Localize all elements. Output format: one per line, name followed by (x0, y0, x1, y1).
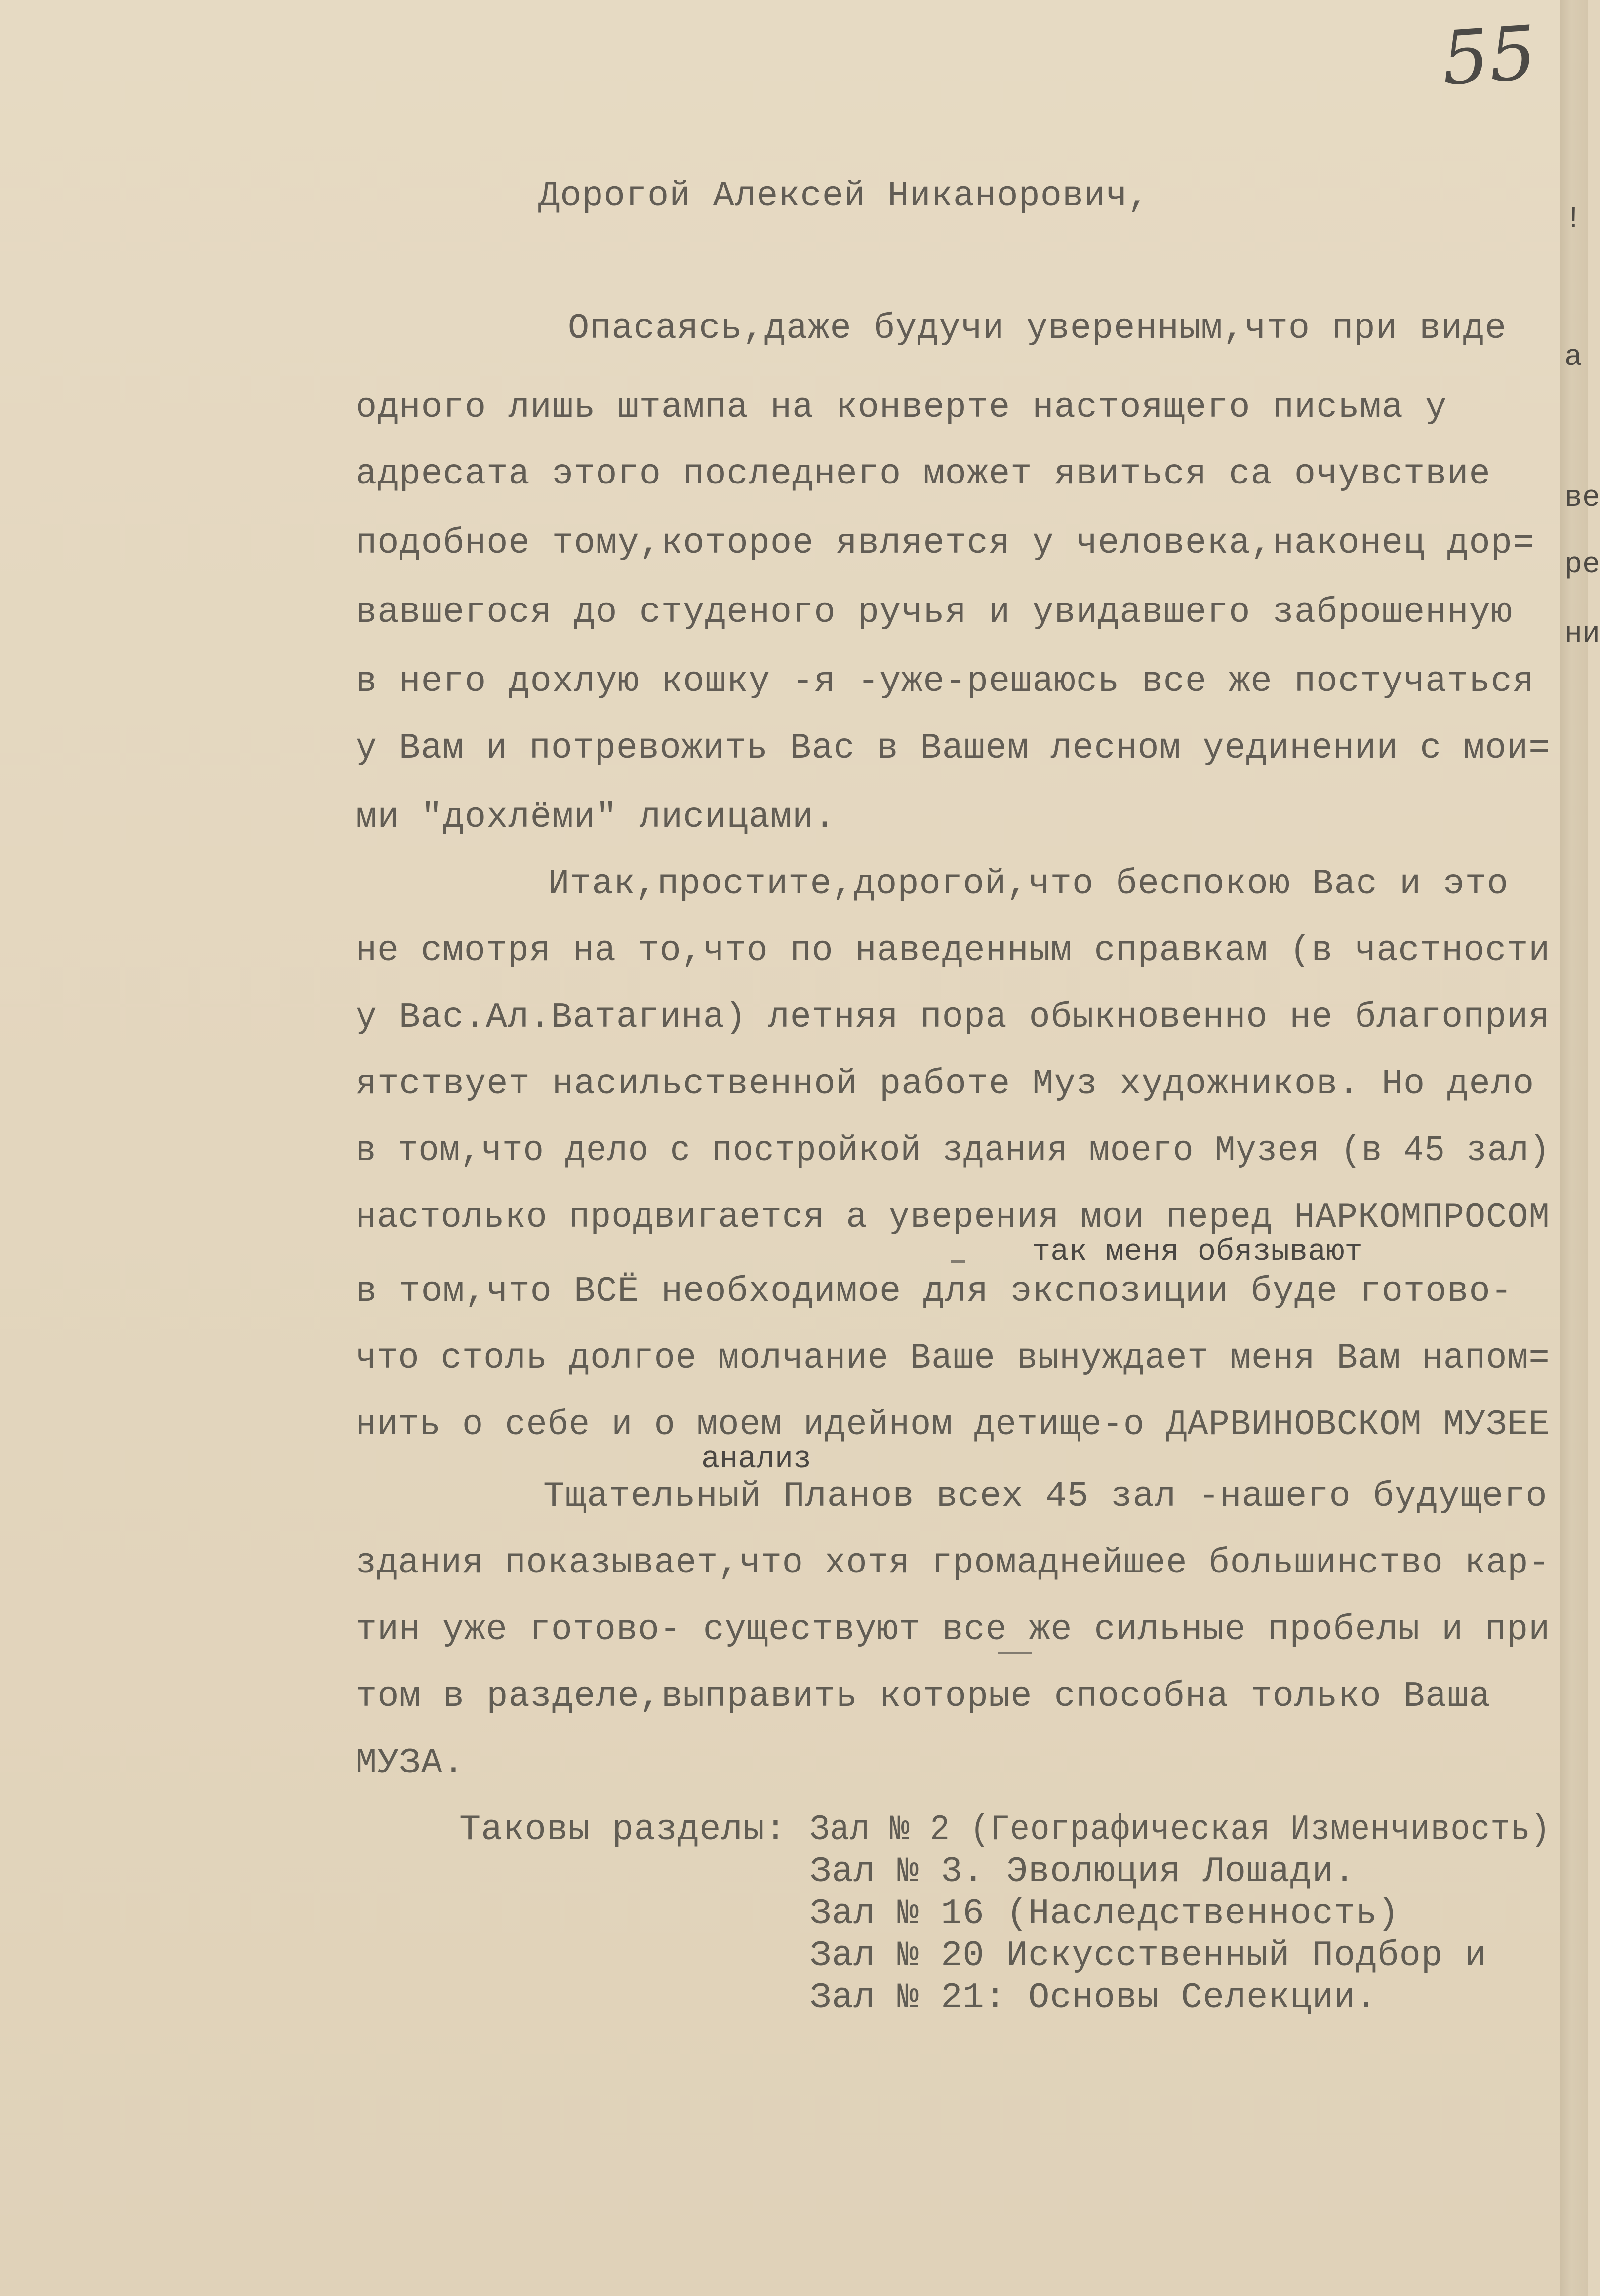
paragraph3-line: Тщательный Планов всех 45 зал -нашего будущего (543, 1476, 1548, 1517)
paragraph1-line: у Вам и потревожить Вас в Вашем лесном уединении с мои= (356, 728, 1551, 768)
paragraph2-line: настолько продвигается а уверения мои перед НАРКОМПРОСОМ (356, 1197, 1550, 1238)
next-page-edge (1560, 0, 1600, 2296)
paragraph2-line: Итак,простите,дорогой,что беспокою Вас и это (548, 864, 1509, 904)
section-item: Зал № 20 Искусственный Подбор и (810, 1935, 1487, 1976)
paragraph3-line: том в разделе,выправить которые способна только Ваша (356, 1676, 1491, 1717)
paragraph2-line: что столь долгое молчание Ваше вынуждает меня Вам напом= (356, 1338, 1550, 1378)
paragraph2-line: в том,что ВСЁ необходимое для экспозиции буде готово- (356, 1271, 1513, 1312)
salutation: Дорогой Алексей Никанорович, (538, 176, 1150, 216)
paragraph1-line: Опасаясь,даже будучи уверенным,что при виде (568, 308, 1507, 349)
paragraph2-line: в том,что дело с постройкой здания моего Музея (в 45 зал) (356, 1130, 1551, 1171)
edge-fragment: ни (1564, 617, 1600, 651)
paragraph1-line: ми "дохлёми" лисицами. (356, 797, 836, 838)
edge-fragment: а (1564, 341, 1583, 374)
paragraph3-line: МУЗА. (356, 1743, 465, 1783)
sections-label: Таковы разделы: (459, 1810, 787, 1850)
section-item: Зал № 3. Эволюция Лошади. (810, 1852, 1356, 1892)
paragraph1-line: в него дохлую кошку -я -уже-решаюсь все же постучаться (356, 661, 1535, 702)
insertion-mark (998, 1652, 1032, 1654)
paragraph2-line: нить о себе и о моем идейном детище-о ДАРВИНОВСКОМ МУЗЕЕ (356, 1405, 1550, 1445)
section-item: Зал № 21: Основы Селекции. (810, 1977, 1378, 2018)
typed-insertion: анализ (701, 1442, 812, 1477)
paragraph1-line: одного лишь штампа на конверте настоящего письма у (356, 387, 1447, 428)
section-item: Зал № 2 (Географическая Изменчивость) (810, 1810, 1551, 1850)
paragraph2-line: у Вас.Ал.Ватагина) летняя пора обыкновенно не благоприя (356, 997, 1551, 1038)
paragraph3-line: здания показывает,что хотя громаднейшее большинство кар- (356, 1543, 1550, 1583)
paragraph1-line: подобное тому,которое является у человека,наконец дор= (356, 523, 1535, 564)
paragraph1-line: вавшегося до студеного ручья и увидавшего заброшенную (356, 592, 1513, 633)
insertion-mark (951, 1260, 965, 1263)
paragraph3-line: тин уже готово- существуют все же сильные пробелы и при (356, 1610, 1551, 1650)
handwritten-page-number: 55 (1439, 10, 1539, 103)
paragraph1-line: адресата этого последнего может явиться са очувствие (356, 454, 1491, 494)
edge-fragment: ре (1564, 548, 1600, 582)
paragraph2-line: не смотря на то,что по наведенным справкам (в частности (356, 930, 1551, 971)
section-item: Зал № 16 (Наследственность) (810, 1893, 1400, 1934)
edge-fragment: ве (1564, 482, 1600, 515)
edge-fragment: ! (1564, 202, 1583, 236)
paragraph2-line: ятствует насильственной работе Муз художников. Но дело (356, 1064, 1535, 1104)
typed-insertion: так меня обязывают (1032, 1234, 1363, 1269)
